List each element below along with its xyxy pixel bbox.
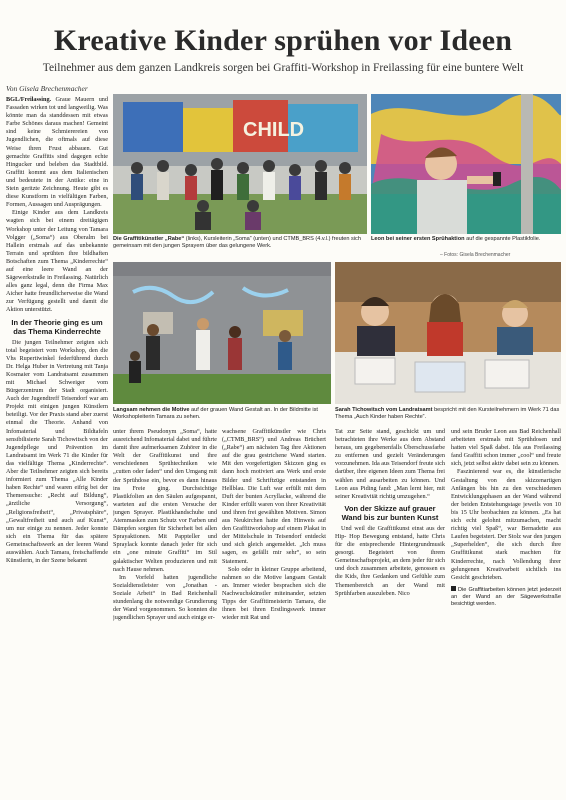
grey-wall-photo bbox=[113, 262, 331, 404]
col3-paragraph-1: wachsene Graffitikünstler wie Chris („CTMB_BRS“) und Andreas Brüchert („Rabe“) am nächsten Tag ihre Aktionen auf die grau gestrichene Wand starten. Mit den vorgefertigten Skizzen ging es dann hoch motiviert ans Werk und erste Bilder und Schriftzüge entstanden in Hellblau. Die Luft war erfüllt mit dem Duft der bunten Acryllacke, während die Kinder erfüllt waren von ihrer Kreativität und ihren frei gewählten Motiven. Simon aus Neukirchen hatte den Hinweis auf den Graffitiworkshop auf einem Plakat in der Mittelschule in Teisendorf entdeckt und sich gleich angemeldet. „Ich muss sagen, es gefällt mir sehr“, so sein Statement. bbox=[222, 428, 326, 565]
headline: Kreative Kinder sprühen vor Ideen bbox=[53, 24, 513, 57]
column-2 bbox=[113, 428, 217, 796]
column-3 bbox=[222, 428, 326, 796]
sarah-caption-bold: Sarah Tichowitsch vom Landratsamt bbox=[335, 407, 433, 413]
col1-paragraph-2: Einige Kinder aus dem Landkreis wagten sich bei einem dreitägigen Workshop unter der Leitung von Tamara Volgger („Soma“) aus Oberalm bei Hallein erstmals auf das unbekannte Terrain und sprühten ihre bildhaften Botschaften zum Thema „Kinderrechte“ auf eine leere Wand an der Sägewerkstraße in Freilassing. Natürlich alles ganz legal, denn die Firma Max Aicher hatte freundlicherweise die Wand zur Verfügung gestellt und damit die Aktion unterstützt. bbox=[6, 209, 108, 314]
grey-caption-text: auf der grauen Wand Gestalt an. In der Bildmitte ist Workshopleiterin Tamara zu sehen. bbox=[113, 407, 318, 420]
col4-subheading: Von der Skizze auf grauer Wand bis zur bunten Kunst bbox=[341, 503, 439, 522]
byline: Von Gisela Brechenmacher bbox=[6, 84, 88, 93]
col2-paragraph-1: unter ihrem Pseudonym „Soma“, hatte ausreichend Infomaterial dabei und führte damit ihre aufmerksamen Zuhörer in die Welt der Graffitikunst und ihre verschiedenen Sprühtechniken wie „cutten oder faden“ und den Umgang mit der Sprühdose ein, bevor es dann hinaus ins Freie ging. Durchsichtige Plastikfolien an den Säulen aufgespannt, warteten auf die ersten Versuche der jungen Sprayer. Plastikhandschuhe und Atemmasken zum Schutz vor Farben und Dämpfen sorgten für Sicherheit bei allen Sprayaktionen. Mit Pappteller und Spraylack konnte danach jeder für sich ein „one minute Graffiti“ im Stil galaktischer Welten produzieren und mit nach Hause nehmen. bbox=[113, 428, 217, 573]
sarah-photo-image bbox=[335, 262, 561, 404]
photo-credit: – Fotos: Gisela Brechenmacher bbox=[440, 252, 511, 258]
sarah-caption-text: bespricht mit den Kursteilnehmern im Werk 71 das Thema „Auch Kinder haben Rechte“. bbox=[335, 407, 560, 420]
sarah-photo bbox=[335, 262, 561, 404]
col1-subheading: In der Theorie ging es um das Thema Kinderrechte bbox=[11, 317, 103, 336]
svg-text:CHILD: CHILD bbox=[243, 119, 305, 141]
grey-wall-photo-image bbox=[113, 262, 331, 404]
col4-paragraph-2: Und weil die Graffitikunst einst aus der Hip- Hop Bewegung entstand, hatte Chris für die entsprechende Hintergrundmusik gesorgt. Begeistert von ihrem Gemeinschaftsprojekt, an dem jeder für sich und doch zusammen arbeitete, genossen es die Kids, ihre Gedanken und Gefühle zum Themenbereich an der Wand mit Sprühfarben auszuleben. Nico bbox=[335, 524, 445, 597]
col2-paragraph-2: Im Vorfeld hatten jugendliche Sozialdienstleister von „Jonathan -Soziale Arbeit“ in Bad Reichenhall stundenlang die notwendige Grundierung der Wand vorgenommen. So konnten die jugendlichen Sprayer und auch einige er- bbox=[113, 573, 217, 622]
col5-paragraph-2: Faszinierend war es, die künstlerische Gestaltung von den skizzenartigen Anfängen bis hin zu den verschiedenen Entwicklungsphasen an der Wand während der beiden Entstehungstage jeweils von 10 bis 15 Uhr beobachten zu können. „Es hat sich echt gelohnt mitzumachen, macht richtig viel Spaß“, war Bernadette aus Laufen begeistert. Der Stolz war den jungen „Superhelden“, die sich durch ihre Graffitikunst stark machten für Kinderrechte, nach Vollendung ihrer gelungenen Kreativarbeit sichtlich ins Gesicht geschrieben. bbox=[451, 468, 561, 581]
leon-caption-text: auf die gespannte Plastikfolie. bbox=[464, 236, 541, 242]
col4-paragraph-1: Tat zur Seite stand, geschickt um und betrachteten ihre Werke aus dem Abstand heraus, um gegebenenfalls Überschussfarbe zu entfernen und gezielt Veränderungen vorzunehmen. Ida aus Teisendorf freute sich darüber, ihre eigenen Ideen zum Thema frei wählen und ausarbeiten zu können. Und Leon aus Piding fand: „Man lernt hier, mit seiner Kreativität richtig umzugehen.“ bbox=[335, 428, 445, 500]
sarah-photo-caption bbox=[335, 407, 561, 421]
group-photo bbox=[113, 94, 367, 234]
square-marker-icon bbox=[451, 586, 456, 591]
leon-photo bbox=[371, 94, 561, 234]
dateline: BGL/Freilassing. bbox=[6, 96, 52, 103]
leon-caption-bold: Leon bei seiner ersten Sprühaktion bbox=[371, 236, 465, 242]
group-photo-caption bbox=[113, 236, 367, 250]
column-5 bbox=[451, 428, 561, 796]
group-caption-bold: Die Graffitikünstler „Rabe“ bbox=[113, 236, 185, 242]
leon-photo-image bbox=[371, 94, 561, 234]
grey-caption-bold: Langsam nehmen die Motive bbox=[113, 407, 190, 413]
closing-note-text: Die Graffitiarbeiten können jetzt jederzeit an der Wand an der Sägewerkstraße besichtigt werden. bbox=[451, 586, 561, 607]
group-caption-text: (links), Kursleiterin „Soma“ (unten) und CTMB_BRS (4.v.l.) freuten sich gemeinsam mit den jungen Sprayern über das gelungene Werk. bbox=[113, 236, 361, 249]
closing-note bbox=[451, 586, 561, 608]
column-1 bbox=[6, 96, 108, 796]
col1-paragraph-1: Graue Mauern und Fassaden wirken tot und langweilig. Was könnte man da standdessen mit etwas Farbe Schönes daraus machen! Gemeint sind keine Schmierereien von Jugendlichen, die oftmals auf diese Weise ihren Frust abbauen. Gut gemachte Graffitis sind dagegen echte Hingucker und beleben das Stadtbild. Graffiti kommt aus dem Italienischen und bedeutete in der Antike: eine in Stein geritzte Zeichnung. Heute gibt es diese Kunstform in vielfältigen Farben, Formen, Aussagen und Ausprägungen. bbox=[6, 96, 108, 209]
column-4 bbox=[335, 428, 445, 796]
col5-paragraph-1: und sein Bruder Leon aus Bad Reichenhall arbeiteten erstmals mit Sprühdosen und hatten viel Spaß dabei. Ida aus Freilassing fand Graffiti schon immer „cool“ und freute sich, jetzt selbst aktiv dabei sein zu können. bbox=[451, 428, 561, 468]
subline: Teilnehmer aus dem ganzen Landkreis sorgen bei Graffiti-Workshop in Freilassing für eine buntere Welt bbox=[42, 62, 524, 74]
col3-paragraph-2: Solo oder in kleiner Gruppe arbeitend, nahmen so die Motive langsam Gestalt an. Immer wieder besprachen sich die Nachwuchskünstler miteinander, setzten Tipps der Graffitimeisterin Tamara, die ihnen bei ihren Erstlingswerk immer wieder mit Rat und bbox=[222, 565, 326, 622]
col1-paragraph-3: Die jungen Teilnehmer zeigten sich total begeistert vom Workshop, den die Vhs Rupertiwinkel federführend durch Dr. Helga Huber in Vertretung mit Tanja Kosmaier vom Landratsamt zusammen mit Michael Schweiger vom Bürgerzentrum der Stadt organisiert. Auch der Jugendtreff Teisendorf war am Projekt mit einigen jungen Künstlern beteiligt. Vor der Praxis stand aber zuerst einmal die Theorie. Anhand von Infomaterial und Bildtafeln sensibilisierte Sarah Tichowitsch von der Jugendpflege und Prävention im Landratsamt im Werk 71 die Kinder für das vielfältige Thema „Kinderrechte“. Aber die Teilnehmer zeigten sich bereits informiert zum Thema „Alle Kinder haben Rechte“ und waren eifrig bei der Themensuche: „Recht auf Bildung“, „ärztliche Versorgung“, „Religionsfreiheit“, „Privatsphäre“, „Gewaltfreiheit und auch auf Kunst“, um nur einige zu nennen. Jeder konnte sich ein Thema für das spätere Gemeinschaftswerk an der leeren Wand auswählen. Auch Tamara, freischaffende Künstlerin, in der Szene bekannt bbox=[6, 338, 108, 565]
leon-photo-caption bbox=[371, 236, 561, 243]
group-photo-image bbox=[113, 94, 367, 234]
grey-wall-caption bbox=[113, 407, 331, 421]
